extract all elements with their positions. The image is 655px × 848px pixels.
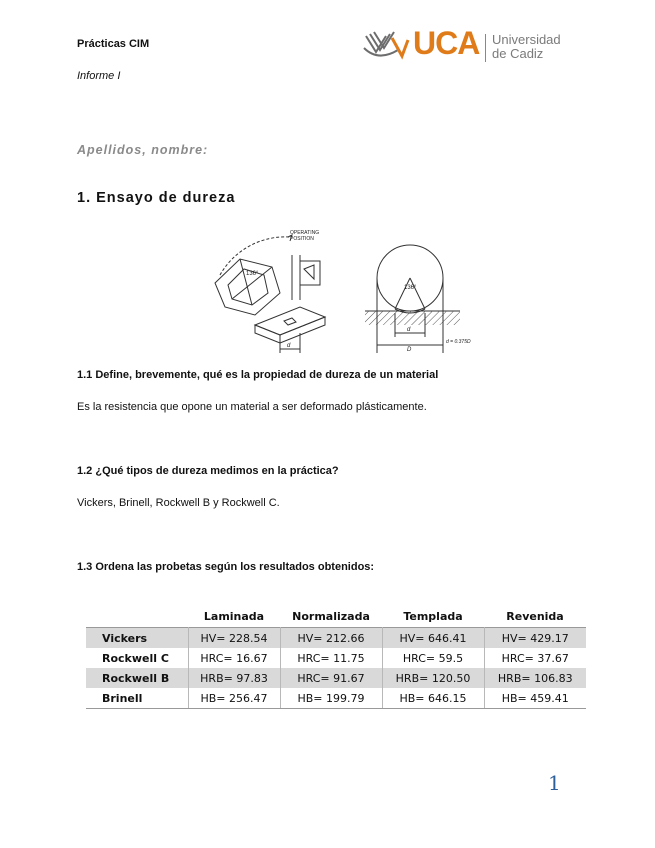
table-row [86, 668, 586, 688]
fig-label-angle2: 136° [404, 285, 417, 291]
logo-line2: de Cadiz [492, 46, 544, 61]
answer-1-2: Vickers, Brinell, Rockwell B y Rockwell C. [77, 497, 280, 509]
table-row [86, 648, 586, 668]
header-title: Prácticas CIM [77, 38, 150, 50]
question-1-2: 1.2 ¿Qué tipos de dureza medimos en la práctica? [77, 465, 339, 477]
fig-label-position: POSITION [290, 236, 314, 242]
table-cell: HV= 212.66 [280, 628, 382, 649]
question-1-1: 1.1 Define, brevemente, qué es la propiedad de dureza de un material [77, 369, 439, 381]
page-number: 1 [548, 771, 561, 795]
fig-label-d: d [287, 343, 291, 349]
table-cell: HRB= 120.50 [382, 668, 484, 688]
section-title: 1. Ensayo de dureza [77, 190, 236, 206]
table-cell: HB= 256.47 [188, 688, 280, 709]
logo-divider [485, 34, 486, 62]
fig-label-D: D [407, 347, 412, 353]
fig-label-formula: d = 0.375D [446, 339, 471, 345]
table-cell: HV= 228.54 [188, 628, 280, 649]
row-label: Vickers [86, 628, 188, 649]
table-header-cell: Laminada [203, 609, 265, 623]
table-header-cell [86, 605, 188, 628]
logo-abbr [413, 25, 479, 62]
table-header-cell: Templada [403, 609, 463, 623]
hardness-results-table [86, 605, 586, 709]
header-subtitle: Informe I [77, 70, 121, 82]
table-cell: HRC= 37.67 [501, 651, 569, 665]
hardness-test-figure [200, 225, 485, 355]
table-header-cell: Normalizada [292, 609, 370, 623]
table-header-cell: Revenida [506, 609, 564, 623]
logo-abbr-text: UCA [413, 25, 480, 61]
table-cell: HRC= 11.75 [280, 648, 382, 668]
row-label: Rockwell C [86, 648, 188, 668]
answer-1-1: Es la resistencia que opone un material a ser deformado plásticamente. [77, 401, 427, 413]
table-cell: HB= 646.15 [382, 688, 484, 709]
logo-line1: Universidad [492, 32, 561, 47]
fig-label-d2: d [407, 327, 411, 333]
table-cell: HRC= 59.5 [382, 648, 484, 668]
table-cell: HRB= 97.83 [188, 668, 280, 688]
table-cell: HV= 646.41 [382, 628, 484, 649]
table-row [86, 688, 586, 709]
table-cell: HRC= 91.67 [280, 668, 382, 688]
table-row [86, 628, 586, 649]
table-cell: HB= 459.41 [484, 688, 586, 709]
row-label: Brinell [86, 688, 188, 709]
table-cell: HB= 199.79 [280, 688, 382, 709]
apellidos-label: Apellidos, nombre: [77, 143, 209, 157]
question-1-3: 1.3 Ordena las probetas según los resultados obtenidos: [77, 561, 375, 573]
logo-university-name [492, 33, 561, 61]
table-header-row [86, 605, 586, 628]
fig-label-operating: OPERATING [290, 230, 320, 236]
table-cell: HRC= 16.67 [188, 648, 280, 668]
table-cell: HRB= 106.83 [484, 668, 586, 688]
university-emblem-icon [362, 28, 412, 66]
table-cell: HV= 429.17 [484, 628, 586, 649]
fig-label-angle1: 136° [246, 271, 259, 277]
row-label: Rockwell B [86, 668, 188, 688]
